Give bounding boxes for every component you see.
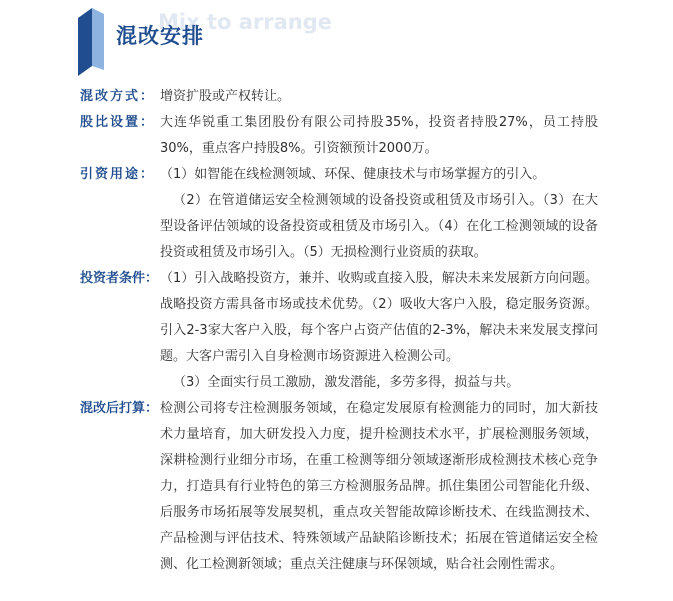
section-label: 股比设置： — [80, 115, 156, 130]
section-label: 混改方式： — [80, 89, 156, 104]
paragraph: 增资扩股或产权转让。 — [160, 89, 291, 104]
paragraph: 检测公司将专注检测服务领域，在稳定发展原有检测能力的同时，加大新技术力量培育，加大研发投入力度，提升检测技术水平，扩展检测服务领域，深耕检测行业细分市场，在重工检测等细分领域逐渐形成检测技术核心竞争力，打造具有行业特色的第三方检测服务品牌。抓住集团公司智能化升级、后服务市场拓展等发展契机，重点攻关智能故障诊断技术、在线监测技术、产品检测与评估技术、特殊领域产品缺陷诊断技术；拓展在管道储运安全检测、化工检测新领域；重点关注健康与环保领域，贴合社会刚性需求。 — [160, 401, 598, 572]
paragraph: 大连华锐重工集团股份有限公司持股35%，投资者持股27%，员工持股30%，重点客户持股8%。引资额预计2000万。 — [160, 115, 598, 156]
header — [0, 0, 673, 80]
title-accent-icon — [78, 8, 104, 76]
content — [80, 84, 598, 578]
section-text — [160, 266, 598, 396]
section-post-reform-plan — [80, 396, 598, 578]
section-text — [160, 84, 598, 110]
paragraph: （1）如智能在线检测领域、环保、健康技术与市场掌握方的引入。 — [160, 167, 546, 182]
paragraph: （3）全面实行员工激励，激发潜能，多劳多得，损益与共。 — [173, 375, 520, 390]
section-text — [160, 110, 598, 162]
section-label: 混改后打算： — [80, 401, 159, 416]
section-fund-use — [80, 162, 598, 266]
page-title: 混改安排 — [116, 24, 204, 48]
section-text — [160, 162, 598, 266]
section-investor-conditions — [80, 266, 598, 396]
paragraph: （1）引入战略投资方，兼并、收购或直接入股，解决未来发展新方向问题。战略投资方需具备市场或技术优势。（2）吸收大客户入股，稳定服务资源。引入2-3家大客户入股，每个客户占资产估值的2-3%，解决未来发展支撑问题。大客户需引入自身检测市场资源进入检测公司。 — [160, 271, 598, 364]
title-watermark: Mix to arrange — [158, 10, 333, 34]
paragraph: （2）在管道储运安全检测领域的设备投资或租赁及市场引入。（3）在大型设备评估领域的设备投资或租赁及市场引入。（4）在化工检测领域的设备投资或租赁及市场引入。（5）无损检测行业资质的获取。 — [160, 193, 598, 260]
section-equity-ratio — [80, 110, 598, 162]
section-text — [160, 396, 598, 578]
section-label: 引资用途： — [80, 167, 156, 182]
section-label: 投资者条件： — [80, 271, 159, 286]
section-mix-method — [80, 84, 598, 110]
